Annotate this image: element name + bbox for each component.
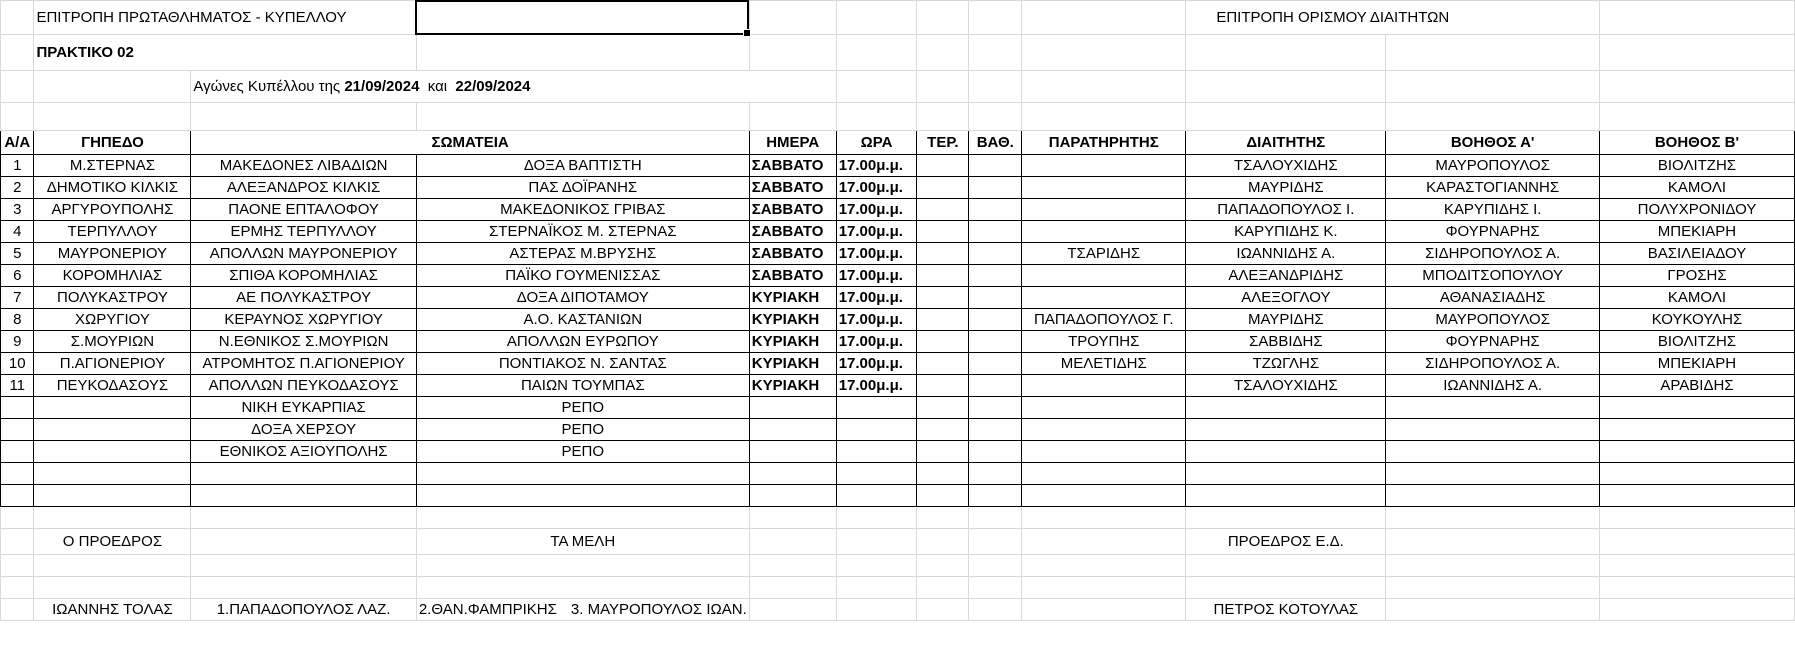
cell[interactable]	[969, 529, 1022, 555]
cell[interactable]	[1386, 577, 1600, 599]
cell[interactable]	[1599, 463, 1794, 485]
member-2-name: 2.ΘΑΝ.ΦΑΜΠΡΙΚΗΣ	[418, 600, 557, 618]
referee-cell[interactable]: ΜΑΥΡΙΔΗΣ	[1186, 177, 1386, 199]
venue-cell[interactable]: ΠΟΛΥΚΑΣΤΡΟΥ	[34, 287, 191, 309]
time-cell[interactable]: 17.00μ.μ.	[836, 221, 917, 243]
assistant-a-cell[interactable]: ΑΘΑΝΑΣΙΑΔΗΣ	[1386, 287, 1600, 309]
table-row	[1, 287, 1795, 309]
cell[interactable]	[1386, 485, 1600, 507]
cell[interactable]	[836, 599, 917, 621]
cell[interactable]	[191, 507, 416, 529]
col-header-day[interactable]: ΗΜΕΡΑ	[749, 131, 836, 155]
home-team-cell[interactable]: ΑΕ ΠΟΛΥΚΑΣΤΡΟΥ	[191, 287, 416, 309]
cell[interactable]	[1386, 507, 1600, 529]
assistant-b-cell[interactable]: ΠΟΛΥΧΡΟΝΙΔΟΥ	[1599, 199, 1794, 221]
table-row	[1, 353, 1795, 375]
bye-team-cell[interactable]	[191, 463, 416, 485]
vath-cell[interactable]	[969, 265, 1022, 287]
bye-status-cell[interactable]: ΡΕΠΟ	[416, 419, 749, 441]
table-row	[1, 309, 1795, 331]
vath-cell[interactable]	[969, 221, 1022, 243]
cell[interactable]	[1386, 419, 1600, 441]
referee-cell[interactable]: ΙΩΑΝΝΙΔΗΣ Α.	[1186, 243, 1386, 265]
cell[interactable]	[1386, 599, 1600, 621]
cell[interactable]	[1599, 485, 1794, 507]
cell[interactable]	[1386, 463, 1600, 485]
cell[interactable]	[749, 529, 836, 555]
home-team-cell[interactable]: ΜΑΚΕΔΟΝΕΣ ΛΙΒΑΔΙΩΝ	[191, 155, 416, 177]
away-team-cell[interactable]: ΔΟΞΑ ΔΙΠΟΤΑΜΟΥ	[416, 287, 749, 309]
assistant-a-cell[interactable]: ΙΩΑΝΝΙΔΗΣ Α.	[1386, 375, 1600, 397]
away-team-cell[interactable]: ΠΑΙΩΝ ΤΟΥΜΠΑΣ	[416, 375, 749, 397]
ter-cell[interactable]	[917, 199, 969, 221]
cell[interactable]	[191, 577, 416, 599]
cell[interactable]	[917, 577, 969, 599]
time-cell[interactable]: 17.00μ.μ.	[836, 353, 917, 375]
date-saturday: 21/09/2024	[344, 77, 420, 95]
away-team-cell[interactable]: ΠΑΣ ΔΟΪΡΑΝΗΣ	[416, 177, 749, 199]
home-team-cell[interactable]: Ν.ΕΘΝΙΚΟΣ Σ.ΜΟΥΡΙΩΝ	[191, 331, 416, 353]
sheet-row	[1, 577, 1795, 599]
bye-team-cell[interactable]: ΕΘΝΙΚΟΣ ΑΞΙΟΥΠΟΛΗΣ	[191, 441, 416, 463]
day-cell[interactable]: ΚΥΡΙΑΚΗ	[749, 375, 836, 397]
selected-cell[interactable]	[416, 1, 749, 35]
row-number[interactable]: 6	[1, 265, 34, 287]
venue-cell[interactable]: ΧΩΡΥΓΙΟΥ	[34, 309, 191, 331]
assistant-a-cell[interactable]: ΜΠΟΔΙΤΣΟΠΟΥΛΟΥ	[1386, 265, 1600, 287]
referee-cell[interactable]: ΤΣΑΛΟΥΧΙΔΗΣ	[1186, 375, 1386, 397]
cell[interactable]	[836, 397, 917, 419]
time-cell[interactable]: 17.00μ.μ.	[836, 309, 917, 331]
cell[interactable]	[1022, 463, 1186, 485]
day-cell[interactable]: ΚΥΡΙΑΚΗ	[749, 353, 836, 375]
table-row	[1, 375, 1795, 397]
cell[interactable]	[416, 507, 749, 529]
observer-cell[interactable]	[1022, 287, 1186, 309]
ter-cell[interactable]	[917, 155, 969, 177]
observer-cell[interactable]: ΤΡΟΥΠΗΣ	[1022, 331, 1186, 353]
ter-cell[interactable]	[917, 265, 969, 287]
day-cell[interactable]: ΣΑΒΒΑΤΟ	[749, 265, 836, 287]
col-header-assistant-b[interactable]: ΒΟΗΘΟΣ Β'	[1599, 131, 1794, 155]
member-1-name[interactable]: 1.ΠΑΠΑΔΟΠΟΥΛΟΣ ΛΑΖ.	[191, 599, 416, 621]
ter-cell[interactable]	[917, 309, 969, 331]
home-team-cell[interactable]: ΑΠΟΛΛΩΝ ΜΑΥΡΟΝΕΡΙΟΥ	[191, 243, 416, 265]
assistant-b-cell[interactable]: ΑΡΑΒΙΔΗΣ	[1599, 375, 1794, 397]
members-2-3-cell[interactable]	[416, 599, 749, 621]
day-cell[interactable]: ΣΑΒΒΑΤΟ	[749, 155, 836, 177]
away-team-cell[interactable]: Α.Ο. ΚΑΣΤΑΝΙΩΝ	[416, 309, 749, 331]
cell[interactable]	[836, 463, 917, 485]
row-number[interactable]	[1, 419, 34, 441]
cell[interactable]	[1386, 397, 1600, 419]
table-row	[1, 419, 1795, 441]
row-number[interactable]: 10	[1, 353, 34, 375]
sheet-row	[1, 507, 1795, 529]
cell[interactable]	[836, 507, 917, 529]
venue-cell[interactable]	[34, 441, 191, 463]
cell[interactable]	[917, 419, 969, 441]
cell[interactable]	[1186, 555, 1386, 577]
venue-cell[interactable]: ΤΕΡΠΥΛΛΟΥ	[34, 221, 191, 243]
cell[interactable]	[1186, 485, 1386, 507]
referee-cell[interactable]: ΤΖΩΓΛΗΣ	[1186, 353, 1386, 375]
col-header-assistant-a[interactable]: ΒΟΗΘΟΣ Α'	[1386, 131, 1600, 155]
subtitle-prefix: Αγώνες Κυπέλλου της	[193, 77, 345, 95]
cell[interactable]	[1386, 529, 1600, 555]
cell[interactable]	[1599, 419, 1794, 441]
observer-cell[interactable]	[1022, 265, 1186, 287]
cell[interactable]	[836, 529, 917, 555]
referee-committee-title[interactable]: ΕΠΙΤΡΟΠΗ ΟΡΙΣΜΟΥ ΔΙΑΙΤΗΤΩΝ	[1186, 1, 1600, 35]
observer-cell[interactable]: ΠΑΠΑΔΟΠΟΥΛΟΣ Γ.	[1022, 309, 1186, 331]
assistant-a-cell[interactable]: ΦΟΥΡΝΑΡΗΣ	[1386, 331, 1600, 353]
assistant-b-cell[interactable]: ΜΠΕΚΙΑΡΗ	[1599, 221, 1794, 243]
bye-status-cell[interactable]: ΡΕΠΟ	[416, 441, 749, 463]
row-number[interactable]: 5	[1, 243, 34, 265]
cell[interactable]	[969, 485, 1022, 507]
cell[interactable]	[969, 441, 1022, 463]
ter-cell[interactable]	[917, 221, 969, 243]
day-cell[interactable]: ΚΥΡΙΑΚΗ	[749, 309, 836, 331]
table-row	[1, 155, 1795, 177]
member-3-name: 3. ΜΑΥΡΟΠΟΥΛΟΣ ΙΩΑΝ.	[570, 600, 747, 618]
cell[interactable]	[1, 507, 34, 529]
away-team-cell[interactable]: ΣΤΕΡΝΑΪΚΟΣ Μ. ΣΤΕΡΝΑΣ	[416, 221, 749, 243]
subtitle-and: και	[419, 77, 456, 95]
cell[interactable]	[1386, 441, 1600, 463]
cell[interactable]	[1599, 397, 1794, 419]
cell[interactable]	[1599, 507, 1794, 529]
observer-cell[interactable]: ΤΣΑΡΙΔΗΣ	[1022, 243, 1186, 265]
venue-cell[interactable]	[34, 463, 191, 485]
col-header-referee[interactable]: ΔΙΑΙΤΗΤΗΣ	[1186, 131, 1386, 155]
row-number[interactable]	[1, 463, 34, 485]
day-cell[interactable]: ΣΑΒΒΑΤΟ	[749, 221, 836, 243]
cell[interactable]	[917, 507, 969, 529]
row-number[interactable]: 2	[1, 177, 34, 199]
praktiko-title[interactable]: ΠΡΑΚΤΙΚΟ 02	[34, 35, 416, 71]
cell[interactable]	[969, 577, 1022, 599]
vath-cell[interactable]	[969, 177, 1022, 199]
cell[interactable]	[1022, 485, 1186, 507]
home-team-cell[interactable]: ΠΑΟΝΕ ΕΠΤΑΛΟΦΟΥ	[191, 199, 416, 221]
cell[interactable]	[749, 463, 836, 485]
venue-cell[interactable]: Σ.ΜΟΥΡΙΩΝ	[34, 331, 191, 353]
row-number[interactable]: 4	[1, 221, 34, 243]
cell[interactable]	[749, 397, 836, 419]
cell[interactable]	[1022, 577, 1186, 599]
away-team-cell[interactable]: ΜΑΚΕΔΟΝΙΚΟΣ ΓΡΙΒΑΣ	[416, 199, 749, 221]
signature-labels-row	[1, 529, 1795, 555]
cell[interactable]	[969, 397, 1022, 419]
vath-cell[interactable]	[969, 287, 1022, 309]
referee-cell[interactable]: ΑΛΕΞΟΓΛΟΥ	[1186, 287, 1386, 309]
assistant-b-cell[interactable]: ΒΑΣΙΛΕΙΑΔΟΥ	[1599, 243, 1794, 265]
cell[interactable]	[836, 441, 917, 463]
home-team-cell[interactable]: ΑΛΕΞΑΝΔΡΟΣ ΚΙΛΚΙΣ	[191, 177, 416, 199]
cell[interactable]	[749, 577, 836, 599]
row-number[interactable]: 8	[1, 309, 34, 331]
table-row	[1, 463, 1795, 485]
time-cell[interactable]: 17.00μ.μ.	[836, 243, 917, 265]
cell[interactable]	[1, 599, 34, 621]
col-header-vath[interactable]: ΒΑΘ.	[969, 131, 1022, 155]
venue-cell[interactable]: Μ.ΣΤΕΡΝΑΣ	[34, 155, 191, 177]
ter-cell[interactable]	[917, 287, 969, 309]
table-row	[1, 331, 1795, 353]
day-cell[interactable]: ΚΥΡΙΑΚΗ	[749, 287, 836, 309]
col-header-venue[interactable]: ΓΗΠΕΔΟ	[34, 131, 191, 155]
president-label[interactable]: Ο ΠΡΟΕΔΡΟΣ	[34, 529, 191, 555]
venue-cell[interactable]: ΚΟΡΟΜΗΛΙΑΣ	[34, 265, 191, 287]
cell[interactable]	[917, 485, 969, 507]
assistant-a-cell[interactable]: ΚΑΡΑΣΤΟΓΙΑΝΝΗΣ	[1386, 177, 1600, 199]
assistant-b-cell[interactable]: ΓΡΟΣΗΣ	[1599, 265, 1794, 287]
cell[interactable]	[836, 485, 917, 507]
bye-team-cell[interactable]: ΔΟΞΑ ΧΕΡΣΟΥ	[191, 419, 416, 441]
venue-cell[interactable]	[34, 419, 191, 441]
day-cell[interactable]: ΣΑΒΒΑΤΟ	[749, 177, 836, 199]
signature-names-row	[1, 599, 1795, 621]
cell[interactable]	[1599, 555, 1794, 577]
cell[interactable]	[969, 507, 1022, 529]
table-row	[1, 243, 1795, 265]
cell[interactable]	[917, 463, 969, 485]
observer-cell[interactable]	[1022, 221, 1186, 243]
row-number[interactable]: 3	[1, 199, 34, 221]
venue-cell[interactable]: ΠΕΥΚΟΔΑΣΟΥΣ	[34, 375, 191, 397]
time-cell[interactable]: 17.00μ.μ.	[836, 177, 917, 199]
time-cell[interactable]: 17.00μ.μ.	[836, 375, 917, 397]
cell[interactable]	[836, 577, 917, 599]
venue-cell[interactable]: ΔΗΜΟΤΙΚΟ ΚΙΛΚΙΣ	[34, 177, 191, 199]
cell[interactable]	[969, 419, 1022, 441]
bye-status-cell[interactable]	[416, 485, 749, 507]
cell[interactable]	[1186, 419, 1386, 441]
cell[interactable]	[749, 485, 836, 507]
cell[interactable]	[1386, 555, 1600, 577]
away-team-cell[interactable]: ΠΟΝΤΙΑΚΟΣ Ν. ΣΑΝΤΑΣ	[416, 353, 749, 375]
table-row	[1, 397, 1795, 419]
col-header-time[interactable]: ΩΡΑ	[836, 131, 917, 155]
cell[interactable]	[1599, 599, 1794, 621]
row-number[interactable]: 9	[1, 331, 34, 353]
cell[interactable]	[969, 463, 1022, 485]
match-dates-subtitle[interactable]	[191, 71, 836, 103]
cell[interactable]	[1599, 441, 1794, 463]
assistant-a-cell[interactable]: ΣΙΔΗΡΟΠΟΥΛΟΣ Α.	[1386, 353, 1600, 375]
vath-cell[interactable]	[969, 199, 1022, 221]
ter-cell[interactable]	[917, 331, 969, 353]
assistant-b-cell[interactable]: ΜΠΕΚΙΑΡΗ	[1599, 353, 1794, 375]
cell[interactable]	[1599, 529, 1794, 555]
venue-cell[interactable]: ΜΑΥΡΟΝΕΡΙΟΥ	[34, 243, 191, 265]
venue-cell[interactable]: ΑΡΓΥΡΟΥΠΟΛΗΣ	[34, 199, 191, 221]
cell[interactable]	[1186, 507, 1386, 529]
assistant-a-cell[interactable]: ΦΟΥΡΝΑΡΗΣ	[1386, 221, 1600, 243]
cell[interactable]	[34, 555, 191, 577]
row-number[interactable]	[1, 441, 34, 463]
time-cell[interactable]: 17.00μ.μ.	[836, 199, 917, 221]
cell[interactable]	[416, 555, 749, 577]
vath-cell[interactable]	[969, 243, 1022, 265]
row-number[interactable]	[1, 485, 34, 507]
bye-team-cell[interactable]: ΝΙΚΗ ΕΥΚΑΡΠΙΑΣ	[191, 397, 416, 419]
time-cell[interactable]: 17.00μ.μ.	[836, 155, 917, 177]
table-row	[1, 177, 1795, 199]
referee-cell[interactable]: ΤΣΑΛΟΥΧΙΔΗΣ	[1186, 155, 1386, 177]
home-team-cell[interactable]: ΑΤΡΟΜΗΤΟΣ Π.ΑΓΙΟΝΕΡΙΟΥ	[191, 353, 416, 375]
col-header-ter[interactable]: ΤΕΡ.	[917, 131, 969, 155]
cell[interactable]	[191, 555, 416, 577]
cell[interactable]	[749, 599, 836, 621]
cell[interactable]	[917, 599, 969, 621]
day-cell[interactable]: ΣΑΒΒΑΤΟ	[749, 199, 836, 221]
observer-cell[interactable]	[1022, 155, 1186, 177]
assistant-a-cell[interactable]: ΣΙΔΗΡΟΠΟΥΛΟΣ Α.	[1386, 243, 1600, 265]
ter-cell[interactable]	[917, 375, 969, 397]
home-team-cell[interactable]: ΑΠΟΛΛΩΝ ΠΕΥΚΟΔΑΣΟΥΣ	[191, 375, 416, 397]
table-row	[1, 199, 1795, 221]
table-row	[1, 441, 1795, 463]
cell[interactable]	[749, 441, 836, 463]
venue-cell[interactable]	[34, 397, 191, 419]
cell[interactable]	[1186, 441, 1386, 463]
referee-president-name[interactable]: ΠΕΤΡΟΣ ΚΟΤΟΥΛΑΣ	[1186, 599, 1386, 621]
cell[interactable]	[836, 419, 917, 441]
away-team-cell[interactable]: ΔΟΞΑ ΒΑΠΤΙΣΤΗ	[416, 155, 749, 177]
time-cell[interactable]: 17.00μ.μ.	[836, 265, 917, 287]
date-sunday: 22/09/2024	[455, 77, 531, 95]
cell[interactable]	[416, 577, 749, 599]
row-number[interactable]	[1, 397, 34, 419]
home-team-cell[interactable]: ΣΠΙΘΑ ΚΟΡΟΜΗΛΙΑΣ	[191, 265, 416, 287]
home-team-cell[interactable]: ΚΕΡΑΥΝΟΣ ΧΩΡΥΓΙΟΥ	[191, 309, 416, 331]
president-name[interactable]: ΙΩΑΝΝΗΣ ΤΟΛΑΣ	[34, 599, 191, 621]
cell[interactable]	[1, 529, 34, 555]
day-cell[interactable]: ΚΥΡΙΑΚΗ	[749, 331, 836, 353]
time-cell[interactable]: 17.00μ.μ.	[836, 331, 917, 353]
cell[interactable]	[1022, 555, 1186, 577]
cell[interactable]	[1022, 599, 1186, 621]
cell[interactable]	[1022, 507, 1186, 529]
table-row	[1, 485, 1795, 507]
cell[interactable]	[917, 555, 969, 577]
assistant-b-cell[interactable]: ΒΙΟΛΙΤΖΗΣ	[1599, 155, 1794, 177]
away-team-cell[interactable]: ΑΠΟΛΛΩΝ ΕΥΡΩΠΟΥ	[416, 331, 749, 353]
cell[interactable]	[749, 507, 836, 529]
venue-cell[interactable]: Π.ΑΓΙΟΝΕΡΙΟΥ	[34, 353, 191, 375]
assistant-b-cell[interactable]: ΒΙΟΛΙΤΖΗΣ	[1599, 331, 1794, 353]
cell[interactable]	[1022, 419, 1186, 441]
assistant-a-cell[interactable]: ΚΑΡΥΠΙΔΗΣ Ι.	[1386, 199, 1600, 221]
cell[interactable]	[1022, 397, 1186, 419]
table-row	[1, 221, 1795, 243]
col-header-observer[interactable]: ΠΑΡΑΤΗΡΗΤΗΣ	[1022, 131, 1186, 155]
row-number[interactable]: 1	[1, 155, 34, 177]
cell[interactable]	[836, 555, 917, 577]
vath-cell[interactable]	[969, 375, 1022, 397]
table-row	[1, 265, 1795, 287]
cell[interactable]	[191, 529, 416, 555]
cell[interactable]	[1022, 441, 1186, 463]
cell[interactable]	[969, 599, 1022, 621]
home-team-cell[interactable]: ΕΡΜΗΣ ΤΕΡΠΥΛΛΟΥ	[191, 221, 416, 243]
cell[interactable]	[917, 397, 969, 419]
observer-cell[interactable]: ΜΕΛΕΤΙΔΗΣ	[1022, 353, 1186, 375]
assistant-a-cell[interactable]: ΜΑΥΡΟΠΟΥΛΟΣ	[1386, 309, 1600, 331]
cell[interactable]	[749, 419, 836, 441]
cell[interactable]	[34, 577, 191, 599]
assistant-a-cell[interactable]: ΜΑΥΡΟΠΟΥΛΟΣ	[1386, 155, 1600, 177]
ter-cell[interactable]	[917, 177, 969, 199]
observer-cell[interactable]	[1022, 375, 1186, 397]
cell[interactable]	[1186, 397, 1386, 419]
bye-status-cell[interactable]	[416, 463, 749, 485]
cell[interactable]	[1599, 577, 1794, 599]
cell[interactable]	[917, 441, 969, 463]
referee-cell[interactable]: ΜΑΥΡΙΔΗΣ	[1186, 309, 1386, 331]
members-label[interactable]: ΤΑ ΜΕΛΗ	[416, 529, 749, 555]
cell[interactable]	[917, 529, 969, 555]
bye-team-cell[interactable]	[191, 485, 416, 507]
committee-title[interactable]: ΕΠΙΤΡΟΠΗ ΠΡΩΤΑΘΛΗΜΑΤΟΣ - ΚΥΠΕΛΛΟΥ	[34, 1, 416, 35]
bye-status-cell[interactable]: ΡΕΠΟ	[416, 397, 749, 419]
observer-cell[interactable]	[1022, 199, 1186, 221]
vath-cell[interactable]	[969, 155, 1022, 177]
cell[interactable]	[1022, 529, 1186, 555]
table-header-row	[1, 131, 1795, 155]
referee-cell[interactable]: ΠΑΠΑΔΟΠΟΥΛΟΣ Ι.	[1186, 199, 1386, 221]
referee-cell[interactable]: ΚΑΡΥΠΙΔΗΣ Κ.	[1186, 221, 1386, 243]
cell[interactable]	[1, 555, 34, 577]
observer-cell[interactable]	[1022, 177, 1186, 199]
venue-cell[interactable]	[34, 485, 191, 507]
cell[interactable]	[1, 577, 34, 599]
row-number[interactable]: 11	[1, 375, 34, 397]
cell[interactable]	[1186, 577, 1386, 599]
referee-cell[interactable]: ΑΛΕΞΑΝΔΡΙΔΗΣ	[1186, 265, 1386, 287]
vath-cell[interactable]	[969, 331, 1022, 353]
assistant-b-cell[interactable]: ΚΑΜΟΛΙ	[1599, 287, 1794, 309]
referee-president-label[interactable]: ΠΡΟΕΔΡΟΣ Ε.Δ.	[1186, 529, 1386, 555]
row-number[interactable]: 7	[1, 287, 34, 309]
vath-cell[interactable]	[969, 353, 1022, 375]
vath-cell[interactable]	[969, 309, 1022, 331]
col-header-aa[interactable]: Α/Α	[1, 131, 34, 155]
col-header-teams[interactable]: ΣΩΜΑΤΕΙΑ	[191, 131, 749, 155]
away-team-cell[interactable]: ΠΑΪΚΟ ΓΟΥΜΕΝΙΣΣΑΣ	[416, 265, 749, 287]
ter-cell[interactable]	[917, 353, 969, 375]
time-cell[interactable]: 17.00μ.μ.	[836, 287, 917, 309]
cell[interactable]	[1186, 463, 1386, 485]
cell[interactable]	[749, 555, 836, 577]
cell[interactable]	[969, 555, 1022, 577]
cell[interactable]	[34, 507, 191, 529]
ter-cell[interactable]	[917, 243, 969, 265]
sheet-row	[1, 555, 1795, 577]
assistant-b-cell[interactable]: ΚΑΜΟΛΙ	[1599, 177, 1794, 199]
day-cell[interactable]: ΣΑΒΒΑΤΟ	[749, 243, 836, 265]
referee-cell[interactable]: ΣΑΒΒΙΔΗΣ	[1186, 331, 1386, 353]
assistant-b-cell[interactable]: ΚΟΥΚΟΥΛΗΣ	[1599, 309, 1794, 331]
away-team-cell[interactable]: ΑΣΤΕΡΑΣ Μ.ΒΡΥΣΗΣ	[416, 243, 749, 265]
